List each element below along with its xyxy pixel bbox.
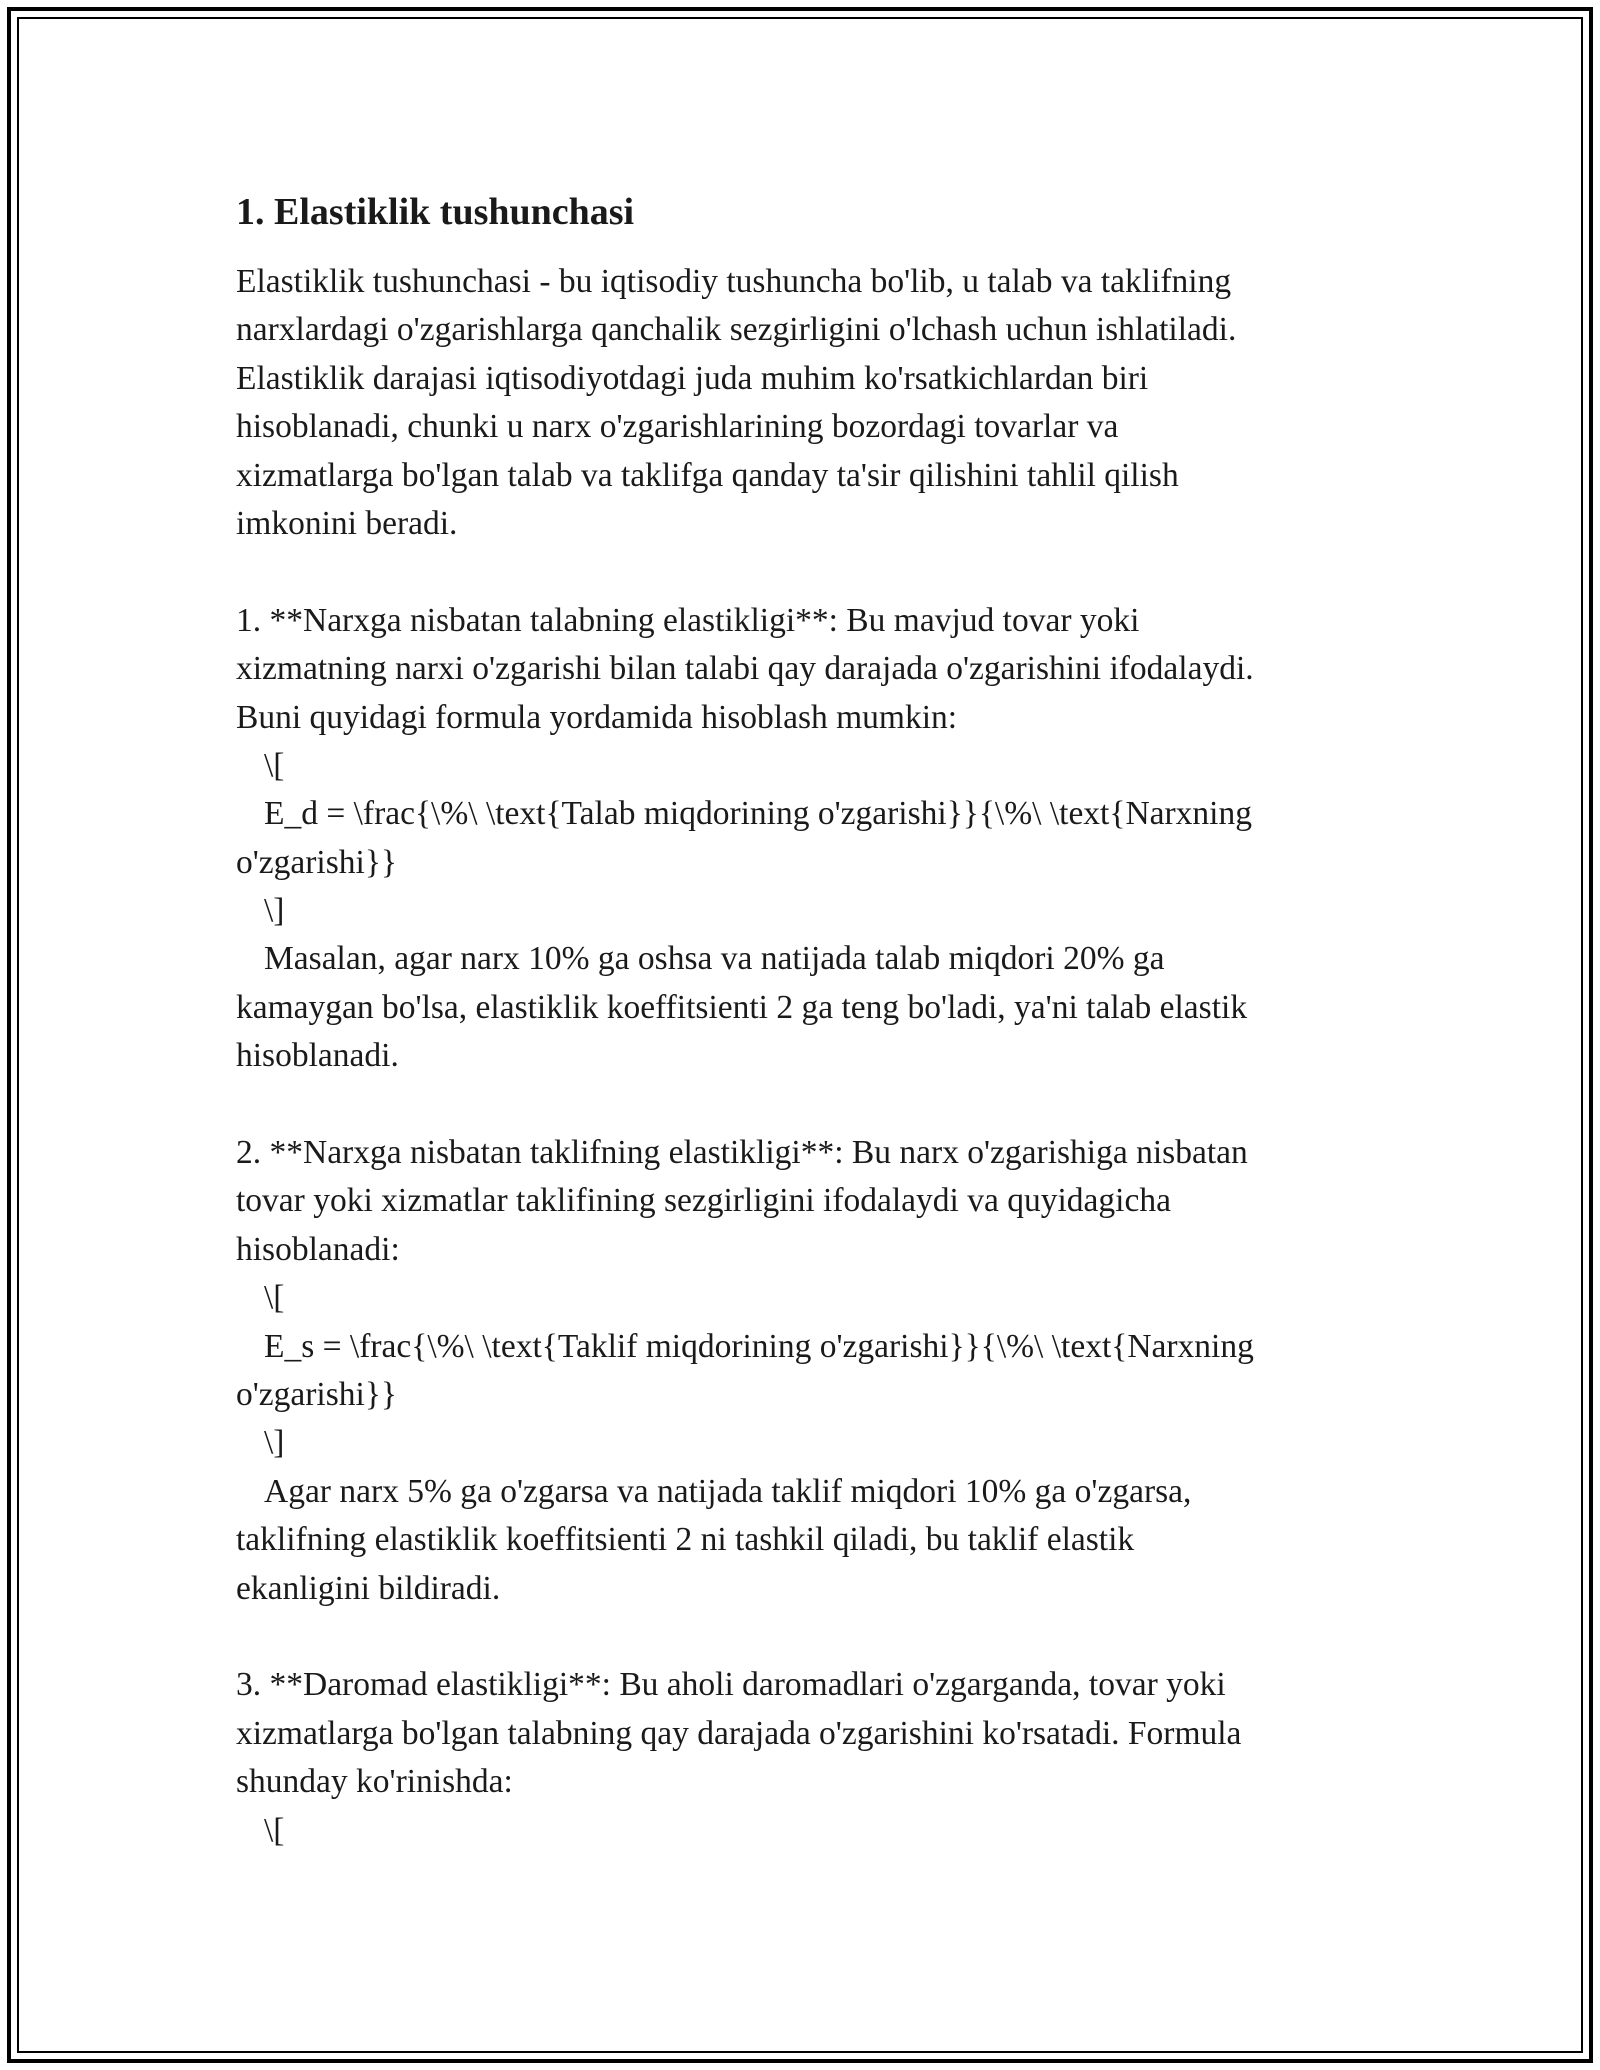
list-item-supply-elasticity bbox=[236, 1129, 1376, 1613]
paragraph-line: Buni quyidagi formula yordamida hisoblash mumkin: bbox=[236, 698, 958, 736]
example-line: Masalan, agar narx 10% ga oshsa va natijada talab miqdori 20% ga bbox=[264, 940, 1165, 978]
formula-line: o'zgarishi}} bbox=[236, 843, 397, 881]
document-body bbox=[236, 186, 1376, 1855]
example-line: ekanligini bildiradi. bbox=[236, 1569, 501, 1607]
list-item-income-elasticity bbox=[236, 1661, 1376, 1855]
intro-paragraph bbox=[236, 258, 1376, 548]
paragraph-line: Elastiklik tushunchasi - bu iqtisodiy tushuncha bo'lib, u talab va taklifning bbox=[236, 263, 1232, 300]
example-line: taklifning elastiklik koeffitsienti 2 ni tashkil qiladi, bu taklif elastik bbox=[236, 1521, 1135, 1559]
formula-close: \] bbox=[264, 1424, 285, 1462]
formula-open: \[ bbox=[264, 1811, 285, 1849]
paragraph-line: shunday ko'rinishda: bbox=[236, 1763, 513, 1801]
blank-line bbox=[236, 548, 1376, 596]
paragraph-line: 2. **Narxga nisbatan taklifning elastikligi**: Bu narx o'zgarishiga nisbatan bbox=[236, 1134, 1248, 1172]
paragraph-line: tovar yoki xizmatlar taklifining sezgirligini ifodalaydi va quyidagicha bbox=[236, 1182, 1171, 1220]
formula-line: E_d = \frac{\%\ \text{Talab miqdorining o'zgarishi}}{\%\ \text{Narxning bbox=[264, 795, 1252, 833]
formula-close: \] bbox=[264, 892, 285, 930]
example-line: hisoblanadi. bbox=[236, 1037, 399, 1075]
paragraph-line: imkonini beradi. bbox=[236, 504, 458, 542]
formula-open: \[ bbox=[264, 1279, 285, 1317]
blank-line bbox=[236, 1613, 1376, 1661]
paragraph-line: narxlardagi o'zgarishlarga qanchalik sezgirligini o'lchash uchun ishlatiladi. bbox=[236, 311, 1237, 349]
section-heading: 1. Elastiklik tushunchasi bbox=[236, 191, 635, 233]
paragraph-line: xizmatning narxi o'zgarishi bilan talabi qay darajada o'zgarishini ifodalaydi. bbox=[236, 650, 1254, 688]
paragraph-line: 3. **Daromad elastikligi**: Bu aholi daromadlari o'zgarganda, tovar yoki bbox=[236, 1666, 1226, 1704]
paragraph-line: xizmatlarga bo'lgan talabning qay darajada o'zgarishini ko'rsatadi. Formula bbox=[236, 1714, 1242, 1752]
formula-open: \[ bbox=[264, 746, 285, 784]
paragraph-line: 1. **Narxga nisbatan talabning elastikligi**: Bu mavjud tovar yoki bbox=[236, 601, 1140, 639]
example-line: Agar narx 5% ga o'zgarsa va natijada taklif miqdori 10% ga o'zgarsa, bbox=[264, 1472, 1192, 1510]
formula-line: o'zgarishi}} bbox=[236, 1375, 397, 1413]
paragraph-line: xizmatlarga bo'lgan talab va taklifga qanday ta'sir qilishini tahlil qilish bbox=[236, 456, 1179, 494]
paragraph-line: hisoblanadi: bbox=[236, 1230, 400, 1268]
list-item-demand-elasticity bbox=[236, 597, 1376, 1081]
blank-line bbox=[236, 1081, 1376, 1129]
paragraph-line: Elastiklik darajasi iqtisodiyotdagi juda muhim ko'rsatkichlardan biri bbox=[236, 359, 1149, 397]
paragraph-line: hisoblanadi, chunki u narx o'zgarishlarining bozordagi tovarlar va bbox=[236, 408, 1119, 446]
example-line: kamaygan bo'lsa, elastiklik koeffitsienti 2 ga teng bo'ladi, ya'ni talab elastik bbox=[236, 988, 1248, 1026]
formula-line: E_s = \frac{\%\ \text{Taklif miqdorining o'zgarishi}}{\%\ \text{Narxning bbox=[264, 1327, 1254, 1365]
